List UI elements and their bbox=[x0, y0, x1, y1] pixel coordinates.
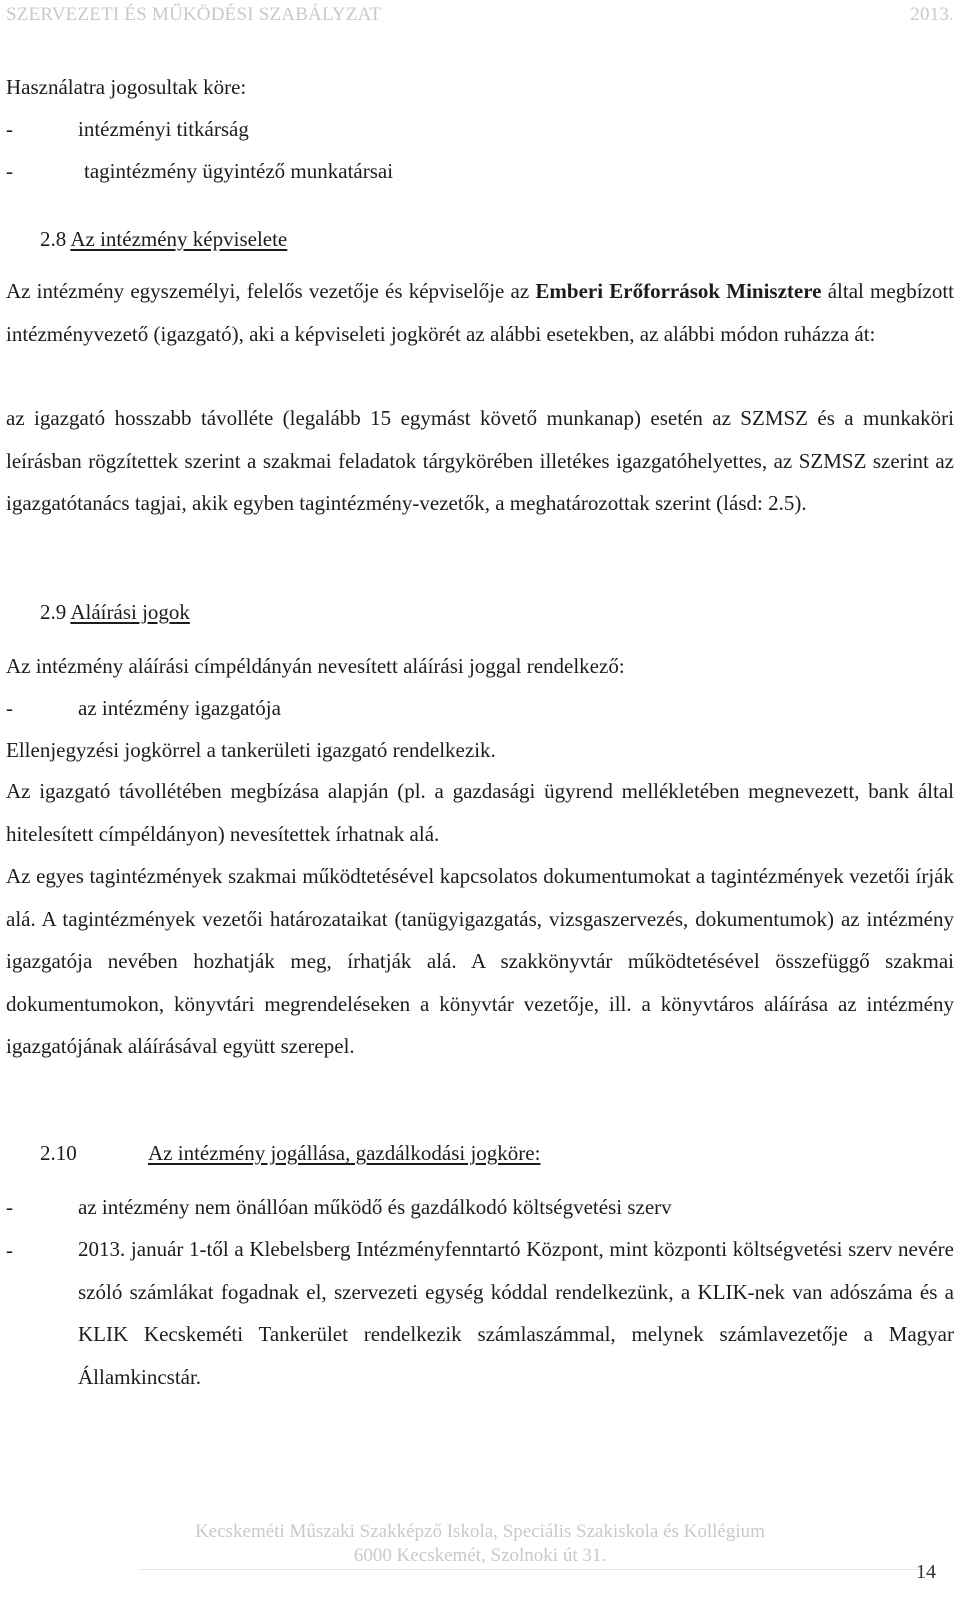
legal-dash-1: - bbox=[6, 1195, 13, 1219]
header-year: 2013. bbox=[910, 4, 954, 25]
section-2-9-title: Aláírási jogok bbox=[70, 600, 190, 624]
legal-item-1: az intézmény nem önállóan működő és gazdálkodó költségvetési szerv bbox=[78, 1195, 672, 1219]
signing-item: az intézmény igazgatója bbox=[78, 696, 281, 720]
p1-text-a: Az intézmény egyszemélyi, felelős vezetője és képviselője az bbox=[6, 279, 530, 303]
section-2-9-paragraph-1: Az intézmény aláírási címpéldányán nevesített aláírási joggal rendelkező: bbox=[6, 654, 625, 678]
section-2-10-title: Az intézmény jogállása, gazdálkodási jogköre: bbox=[148, 1141, 541, 1165]
section-2-8-paragraph-2: az igazgató hosszabb távolléte (legalább 15 egymást követő munkanap) esetén az SZMSZ és a munkaköri leírásban rögzítettek szerint a szakmai feladatok tárgykörében illetékes igazgatóhelyettes, az SZMSZ szerint az igazgatótanács tagjai, akik egyben tagintézmény-vezetők, a meghatározottak szerint (lásd: 2.5). bbox=[6, 406, 954, 515]
section-2-9-number: 2.9 bbox=[40, 600, 67, 624]
ministry-name: Emberi Erőforrások Minisztere bbox=[535, 279, 822, 303]
section-2-9-heading bbox=[40, 599, 190, 625]
header-title: SZERVEZETI ÉS MŰKÖDÉSI SZABÁLYZAT bbox=[6, 4, 382, 25]
footer-rule bbox=[140, 1569, 920, 1570]
section-2-9-paragraph-2: Ellenjegyzési jogkörrel a tankerületi igazgató rendelkezik. bbox=[6, 738, 496, 762]
section-2-10-number: 2.10 bbox=[40, 1141, 77, 1165]
page-header bbox=[6, 4, 954, 26]
footer-address: 6000 Kecskemét, Szolnoki út 31. bbox=[353, 1545, 607, 1566]
section-2-8-title: Az intézmény képviselete bbox=[70, 227, 288, 251]
users-dash-1: - bbox=[6, 117, 13, 141]
users-dash-2: - bbox=[6, 159, 13, 183]
section-2-9-paragraph-3: Az igazgató távollétében megbízása alapján (pl. a gazdasági ügyrend mellékletében megnevezett, bank által hitelesített címpéldányon) nevesítettek írhatnak alá. bbox=[6, 779, 954, 846]
page-number: 14 bbox=[916, 1561, 936, 1583]
users-heading: Használatra jogosultak köre: bbox=[6, 75, 247, 99]
section-2-8-heading bbox=[40, 226, 287, 252]
section-2-8-paragraph-1 bbox=[6, 270, 954, 355]
legal-dash-2: - bbox=[6, 1238, 13, 1262]
legal-item-2: 2013. január 1-től a Klebelsberg Intézményfenntartó Központ, mint központi költségvetési szerv nevére szóló számlákat fogadnak el, szervezeti egység kóddal rendelkezünk, a KLIK-nek van adószáma és a KLIK Kecskeméti Tankerület rendelkezik számlaszámmal, melynek számlavezetője a Magyar Államkincstár. bbox=[78, 1237, 954, 1389]
section-2-9-paragraph-4: Az egyes tagintézmények szakmai működtetésével kapcsolatos dokumentumokat a tagintézmények vezetői írják alá. A tagintézmények vezetői határozataikat (tanügyigazgatás, vizsgaszervezés, dokumentumok) az intézmény igazgatója nevében hozhatják meg, írhatják alá. A szakkönyvtár működtetésével összefüggő szakmai dokumentumokon, könyvtári megrendeléseken a könyvtár vezetője, ill. a könyvtáros aláírása az intézmény igazgatójának aláírásával együtt szerepel. bbox=[6, 864, 954, 1058]
p1-text-c: által megbízott intézményvezető (igazgató), aki a képviseleti jogkörét az alábbi esetekben, az alábbi módon ruházza át: bbox=[6, 279, 955, 346]
users-item-1: intézményi titkárság bbox=[78, 117, 249, 141]
section-2-8-number: 2.8 bbox=[40, 227, 67, 251]
footer-institution: Kecskeméti Műszaki Szakképző Iskola, Speciális Szakiskola és Kollégium bbox=[195, 1521, 765, 1542]
users-item-2: tagintézmény ügyintéző munkatársai bbox=[84, 159, 394, 183]
signing-dash: - bbox=[6, 696, 13, 720]
